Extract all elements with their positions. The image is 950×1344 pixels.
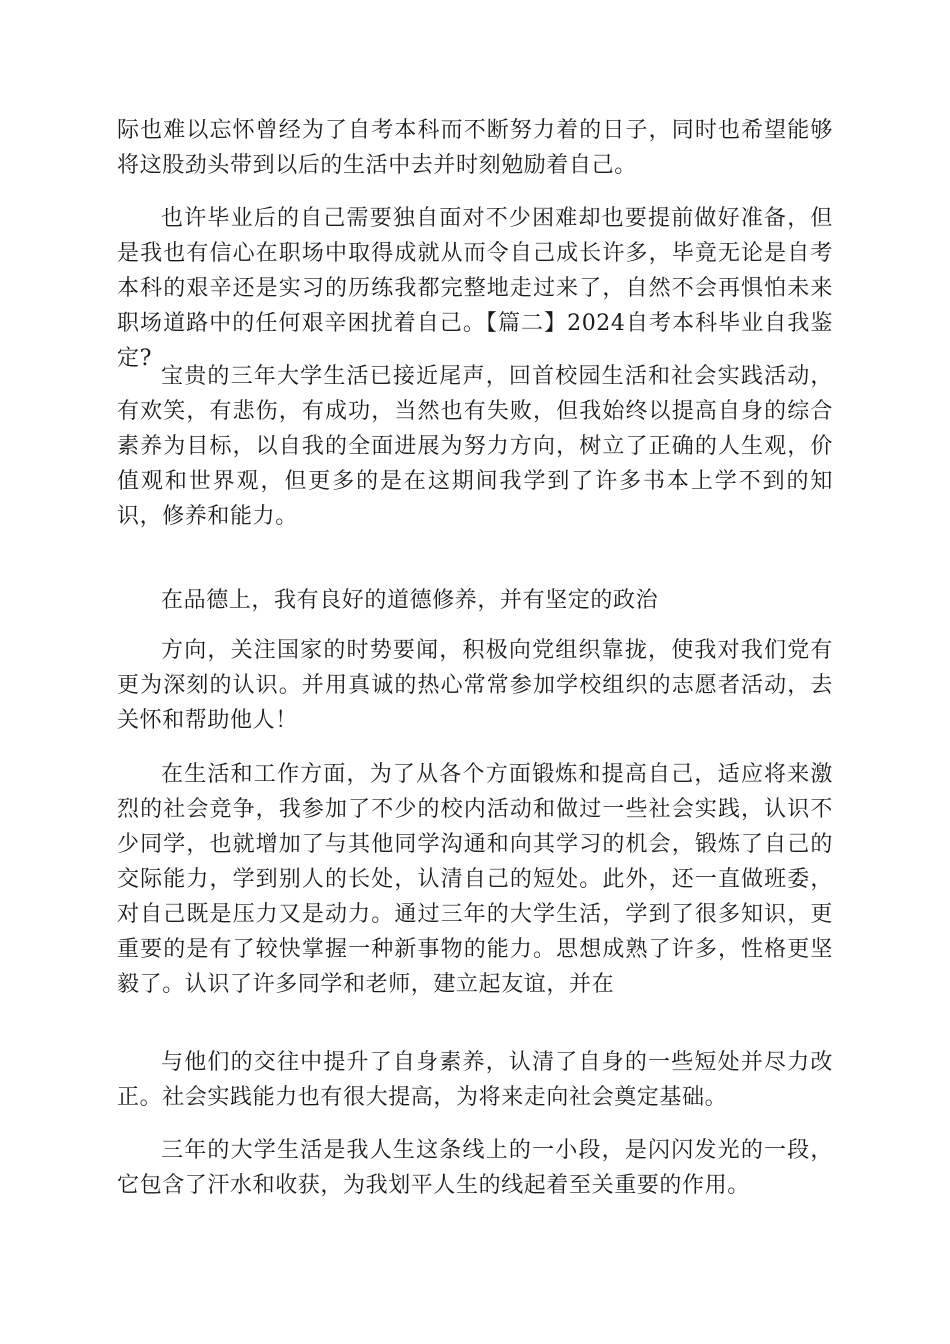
paragraph-5: 方向，关注国家的时势要闻，积极向党组织靠拢，使我对我们党有更为深刻的认识。并用真诚的热心常常参加学校组织的志愿者活动，去关怀和帮助他人！: [117, 638, 833, 733]
paragraph-3: 宝贵的三年大学生活已接近尾声，回首校园生活和社会实践活动，有欢笑，有悲伤，有成功，当然也有失败，但我始终以提高自身的综合素养为目标，以自我的全面进展为努力方向，树立了正确的人生观，价值观和世界观，但更多的是在这期间我学到了许多书本上学不到的知识，修养和能力。: [117, 364, 833, 529]
text-block-1: [117, 113, 833, 183]
text-block-8: [117, 1133, 833, 1203]
text-block-5: [117, 633, 833, 738]
text-block-7: [117, 1045, 833, 1115]
text-block-3: [117, 359, 833, 534]
text-block-6: [117, 757, 833, 1002]
paragraph-6: 在生活和工作方面，为了从各个方面锻炼和提高自己，适应将来激烈的社会竞争，我参加了不少的校内活动和做过一些社会实践，认识不少同学，也就增加了与其他同学沟通和向其学习的机会，锻炼了自己的交际能力，学到别人的长处，认清自己的短处。此外，还一直做班委，对自己既是压力又是动力。通过三年的大学生活，学到了很多知识，更重要的是有了较快掌握一种新事物的能力。思想成熟了许多，性格更坚毅了。认识了许多同学和老师，建立起友谊，并在: [117, 762, 833, 997]
text-block-2: [117, 201, 833, 376]
paragraph-7: 与他们的交往中提升了自身素养，认清了自身的一些短处并尽力改正。社会实践能力也有很大提高，为将来走向社会奠定基础。: [117, 1050, 833, 1110]
paragraph-1: 际也难以忘怀曾经为了自考本科而不断努力着的日子，同时也希望能够将这股劲头带到以后的生活中去并时刻勉励着自己。: [117, 118, 833, 178]
paragraph-4: 在品德上，我有良好的道德修养，并有坚定的政治: [161, 588, 659, 613]
paragraph-8: 三年的大学生活是我人生这条线上的一小段，是闪闪发光的一段，它包含了汗水和收获，为我划平人生的线起着至关重要的作用。: [117, 1138, 833, 1198]
text-block-4: [117, 583, 833, 618]
paragraph-2: 也许毕业后的自己需要独自面对不少困难却也要提前做好准备，但是我也有信心在职场中取得成就从而令自己成长许多，毕竟无论是自考本科的艰辛还是实习的历练我都完整地走过来了，自然不会再惧怕未来职场道路中的任何艰辛困扰着自己。【篇二】2024自考本科毕业自我鉴定?: [117, 206, 833, 371]
